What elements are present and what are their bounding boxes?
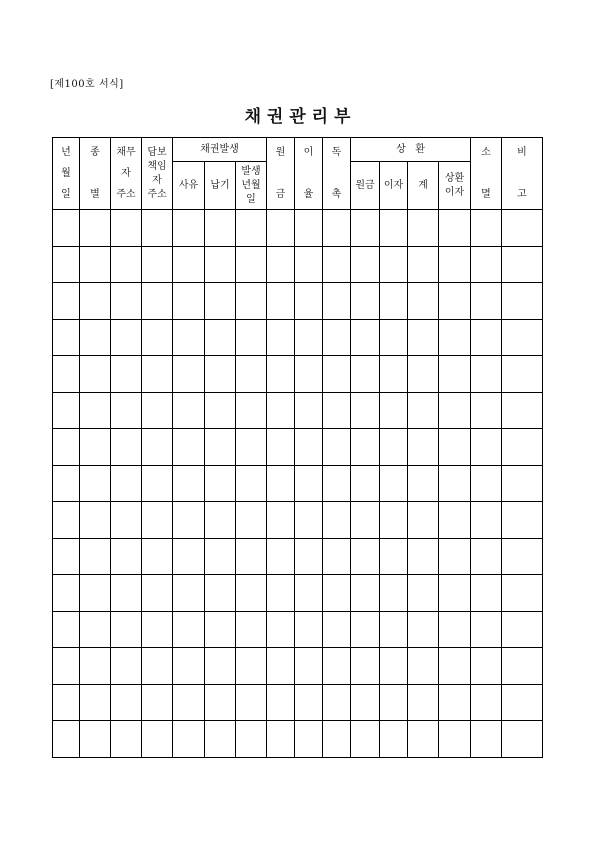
table-cell[interactable] [173, 611, 205, 648]
table-row [53, 721, 543, 758]
table-cell[interactable] [502, 684, 543, 721]
table-cell[interactable] [111, 611, 142, 648]
table-cell[interactable] [295, 210, 323, 247]
table-cell[interactable] [80, 538, 111, 575]
table-cell[interactable] [267, 246, 295, 283]
table-cell[interactable] [53, 319, 80, 356]
table-row [53, 648, 543, 685]
table-cell[interactable] [80, 465, 111, 502]
table-cell[interactable] [380, 210, 408, 247]
table-cell[interactable] [408, 392, 439, 429]
table-cell[interactable] [502, 648, 543, 685]
table-cell[interactable] [295, 611, 323, 648]
table-cell[interactable] [80, 611, 111, 648]
table-cell[interactable] [173, 319, 205, 356]
table-cell[interactable] [439, 210, 471, 247]
table-cell[interactable] [142, 246, 173, 283]
table-cell[interactable] [323, 684, 351, 721]
table-row [53, 502, 543, 539]
table-cell[interactable] [236, 210, 267, 247]
table-cell[interactable] [267, 538, 295, 575]
table-cell[interactable] [111, 648, 142, 685]
table-cell[interactable] [173, 721, 205, 758]
table-cell[interactable] [323, 648, 351, 685]
table-cell[interactable] [502, 283, 543, 320]
table-cell[interactable] [439, 502, 471, 539]
table-cell[interactable] [205, 465, 236, 502]
header-repay-interest-paid: 상환 이자 [439, 162, 471, 210]
header-claim-occurrence: 채권발생 [173, 138, 267, 162]
table-cell[interactable] [295, 429, 323, 466]
ledger-body [53, 210, 543, 758]
table-cell[interactable] [80, 392, 111, 429]
table-cell[interactable] [53, 648, 80, 685]
table-cell[interactable] [111, 538, 142, 575]
table-cell[interactable] [53, 210, 80, 247]
table-cell[interactable] [471, 429, 502, 466]
table-cell[interactable] [471, 611, 502, 648]
table-cell[interactable] [408, 684, 439, 721]
table-cell[interactable] [323, 392, 351, 429]
table-cell[interactable] [205, 538, 236, 575]
ledger-table [52, 137, 543, 758]
table-cell[interactable] [173, 502, 205, 539]
table-cell[interactable] [267, 465, 295, 502]
table-cell[interactable] [471, 684, 502, 721]
table-cell[interactable] [111, 319, 142, 356]
header-repay-total: 계 [408, 162, 439, 210]
table-cell[interactable] [80, 429, 111, 466]
table-cell[interactable] [267, 392, 295, 429]
table-cell[interactable] [471, 319, 502, 356]
table-cell[interactable] [408, 210, 439, 247]
table-cell[interactable] [142, 319, 173, 356]
table-cell[interactable] [439, 684, 471, 721]
table-cell[interactable] [502, 721, 543, 758]
table-cell[interactable] [351, 392, 380, 429]
table-cell[interactable] [236, 429, 267, 466]
table-cell[interactable] [380, 246, 408, 283]
table-cell[interactable] [439, 575, 471, 612]
table-cell[interactable] [351, 319, 380, 356]
table-cell[interactable] [351, 648, 380, 685]
table-cell[interactable] [408, 611, 439, 648]
table-cell[interactable] [471, 502, 502, 539]
table-cell[interactable] [380, 721, 408, 758]
table-cell[interactable] [53, 429, 80, 466]
table-cell[interactable] [173, 429, 205, 466]
table-cell[interactable] [471, 648, 502, 685]
table-cell[interactable] [471, 392, 502, 429]
table-cell[interactable] [351, 283, 380, 320]
table-cell[interactable] [295, 356, 323, 393]
table-cell[interactable] [408, 721, 439, 758]
table-cell[interactable] [173, 210, 205, 247]
table-cell[interactable] [408, 502, 439, 539]
table-cell[interactable] [111, 246, 142, 283]
table-cell[interactable] [142, 648, 173, 685]
table-cell[interactable] [351, 684, 380, 721]
table-cell[interactable] [80, 648, 111, 685]
table-cell[interactable] [351, 210, 380, 247]
form-number: [제100호 서식] [50, 79, 124, 90]
table-cell[interactable] [295, 246, 323, 283]
table-cell[interactable] [295, 465, 323, 502]
table-cell[interactable] [380, 319, 408, 356]
table-cell[interactable] [380, 611, 408, 648]
table-cell[interactable] [380, 648, 408, 685]
table-row [53, 429, 543, 466]
table-cell[interactable] [439, 721, 471, 758]
table-cell[interactable] [471, 356, 502, 393]
table-cell[interactable] [80, 502, 111, 539]
header-occurrence-date: 발생 년월 일 [236, 162, 267, 210]
table-cell[interactable] [111, 283, 142, 320]
table-cell[interactable] [53, 721, 80, 758]
table-row [53, 684, 543, 721]
table-cell[interactable] [142, 611, 173, 648]
table-cell[interactable] [408, 246, 439, 283]
table-row [53, 392, 543, 429]
table-cell[interactable] [439, 392, 471, 429]
table-cell[interactable] [111, 356, 142, 393]
table-cell[interactable] [267, 684, 295, 721]
table-cell[interactable] [236, 319, 267, 356]
table-cell[interactable] [236, 502, 267, 539]
table-cell[interactable] [236, 648, 267, 685]
table-cell[interactable] [111, 502, 142, 539]
table-cell[interactable] [111, 429, 142, 466]
table-cell[interactable] [205, 648, 236, 685]
table-cell[interactable] [53, 356, 80, 393]
table-row [53, 575, 543, 612]
header-extinction: 소 멸 [471, 138, 502, 210]
table-cell[interactable] [205, 502, 236, 539]
table-cell[interactable] [53, 684, 80, 721]
table-cell[interactable] [205, 210, 236, 247]
table-cell[interactable] [267, 611, 295, 648]
table-row [53, 210, 543, 247]
header-reason: 사유 [173, 162, 205, 210]
header-repay-interest: 이자 [380, 162, 408, 210]
table-cell[interactable] [380, 429, 408, 466]
table-cell[interactable] [267, 575, 295, 612]
table-cell[interactable] [267, 356, 295, 393]
table-cell[interactable] [439, 429, 471, 466]
table-cell[interactable] [502, 538, 543, 575]
table-cell[interactable] [380, 502, 408, 539]
table-cell[interactable] [173, 538, 205, 575]
table-cell[interactable] [111, 575, 142, 612]
table-cell[interactable] [236, 246, 267, 283]
header-guarantor-address: 담보 책임 자 주소 [142, 138, 173, 210]
table-cell[interactable] [205, 684, 236, 721]
table-cell[interactable] [295, 392, 323, 429]
table-cell[interactable] [323, 210, 351, 247]
table-cell[interactable] [380, 465, 408, 502]
table-cell[interactable] [142, 210, 173, 247]
table-cell[interactable] [205, 356, 236, 393]
table-cell[interactable] [323, 538, 351, 575]
table-cell[interactable] [323, 246, 351, 283]
table-cell[interactable] [236, 575, 267, 612]
table-cell[interactable] [439, 611, 471, 648]
table-row [53, 319, 543, 356]
table-cell[interactable] [142, 502, 173, 539]
table-cell[interactable] [351, 721, 380, 758]
table-cell[interactable] [471, 246, 502, 283]
table-cell[interactable] [502, 502, 543, 539]
table-cell[interactable] [439, 538, 471, 575]
table-cell[interactable] [142, 538, 173, 575]
table-cell[interactable] [323, 611, 351, 648]
table-cell[interactable] [502, 575, 543, 612]
table-cell[interactable] [236, 684, 267, 721]
table-cell[interactable] [439, 319, 471, 356]
table-cell[interactable] [439, 465, 471, 502]
header-remarks: 비 고 [502, 138, 543, 210]
table-cell[interactable] [205, 429, 236, 466]
table-cell[interactable] [205, 246, 236, 283]
table-cell[interactable] [380, 283, 408, 320]
table-cell[interactable] [471, 721, 502, 758]
header-debtor-address: 채무 자 주소 [111, 138, 142, 210]
table-cell[interactable] [236, 611, 267, 648]
table-cell[interactable] [351, 502, 380, 539]
table-cell[interactable] [380, 392, 408, 429]
table-cell[interactable] [142, 429, 173, 466]
table-cell[interactable] [173, 684, 205, 721]
table-cell[interactable] [80, 721, 111, 758]
table-cell[interactable] [295, 283, 323, 320]
table-cell[interactable] [323, 356, 351, 393]
table-cell[interactable] [53, 392, 80, 429]
table-cell[interactable] [439, 283, 471, 320]
table-cell[interactable] [502, 465, 543, 502]
table-cell[interactable] [323, 319, 351, 356]
table-cell[interactable] [380, 538, 408, 575]
table-cell[interactable] [205, 721, 236, 758]
table-cell[interactable] [53, 502, 80, 539]
table-cell[interactable] [111, 684, 142, 721]
table-cell[interactable] [267, 429, 295, 466]
table-cell[interactable] [53, 465, 80, 502]
header-demand: 독 촉 [323, 138, 351, 210]
table-cell[interactable] [351, 429, 380, 466]
table-row [53, 465, 543, 502]
table-cell[interactable] [205, 575, 236, 612]
table-row [53, 283, 543, 320]
table-cell[interactable] [80, 575, 111, 612]
table-cell[interactable] [380, 575, 408, 612]
table-cell[interactable] [502, 210, 543, 247]
table-cell[interactable] [471, 538, 502, 575]
table-cell[interactable] [408, 648, 439, 685]
table-cell[interactable] [173, 392, 205, 429]
table-cell[interactable] [236, 465, 267, 502]
table-cell[interactable] [173, 356, 205, 393]
table-cell[interactable] [351, 575, 380, 612]
table-cell[interactable] [323, 283, 351, 320]
table-cell[interactable] [111, 392, 142, 429]
table-cell[interactable] [295, 538, 323, 575]
table-cell[interactable] [471, 210, 502, 247]
table-cell[interactable] [408, 538, 439, 575]
table-cell[interactable] [80, 684, 111, 721]
table-cell[interactable] [173, 648, 205, 685]
table-cell[interactable] [502, 319, 543, 356]
table-cell[interactable] [351, 246, 380, 283]
table-cell[interactable] [142, 392, 173, 429]
table-cell[interactable] [142, 575, 173, 612]
header-type: 종 별 [80, 138, 111, 210]
table-cell[interactable] [502, 611, 543, 648]
table-cell[interactable] [80, 283, 111, 320]
table-cell[interactable] [351, 538, 380, 575]
table-cell[interactable] [80, 356, 111, 393]
table-cell[interactable] [205, 611, 236, 648]
table-cell[interactable] [142, 283, 173, 320]
table-cell[interactable] [80, 319, 111, 356]
table-cell[interactable] [323, 502, 351, 539]
table-cell[interactable] [236, 356, 267, 393]
header-date: 년 월 일 [53, 138, 80, 210]
table-cell[interactable] [236, 283, 267, 320]
table-cell[interactable] [267, 319, 295, 356]
table-cell[interactable] [142, 356, 173, 393]
table-cell[interactable] [205, 319, 236, 356]
table-cell[interactable] [323, 575, 351, 612]
table-cell[interactable] [408, 575, 439, 612]
table-cell[interactable] [236, 721, 267, 758]
header-repayment: 상 환 [351, 138, 471, 162]
table-cell[interactable] [80, 246, 111, 283]
table-cell[interactable] [502, 246, 543, 283]
table-cell[interactable] [351, 465, 380, 502]
table-cell[interactable] [111, 210, 142, 247]
table-cell[interactable] [295, 721, 323, 758]
table-cell[interactable] [236, 538, 267, 575]
table-cell[interactable] [53, 538, 80, 575]
table-cell[interactable] [380, 356, 408, 393]
table-cell[interactable] [295, 502, 323, 539]
table-cell[interactable] [53, 575, 80, 612]
table-cell[interactable] [323, 721, 351, 758]
header-principal: 원 금 [267, 138, 295, 210]
table-cell[interactable] [267, 721, 295, 758]
header-due-date: 납기 [205, 162, 236, 210]
table-cell[interactable] [267, 502, 295, 539]
table-cell[interactable] [408, 283, 439, 320]
table-cell[interactable] [471, 283, 502, 320]
table-cell[interactable] [111, 721, 142, 758]
table-cell[interactable] [142, 721, 173, 758]
table-cell[interactable] [408, 429, 439, 466]
table-cell[interactable] [142, 465, 173, 502]
table-cell[interactable] [502, 429, 543, 466]
table-cell[interactable] [53, 283, 80, 320]
table-cell[interactable] [267, 283, 295, 320]
table-cell[interactable] [173, 575, 205, 612]
table-cell[interactable] [380, 684, 408, 721]
header-repay-principal: 원금 [351, 162, 380, 210]
table-cell[interactable] [267, 648, 295, 685]
table-cell[interactable] [173, 283, 205, 320]
table-cell[interactable] [173, 465, 205, 502]
table-cell[interactable] [408, 356, 439, 393]
table-cell[interactable] [295, 575, 323, 612]
table-cell[interactable] [323, 465, 351, 502]
table-cell[interactable] [53, 246, 80, 283]
table-cell[interactable] [53, 611, 80, 648]
table-cell[interactable] [111, 465, 142, 502]
table-cell[interactable] [351, 611, 380, 648]
table-cell[interactable] [295, 319, 323, 356]
table-cell[interactable] [267, 210, 295, 247]
table-cell[interactable] [173, 246, 205, 283]
table-row [53, 246, 543, 283]
table-row [53, 611, 543, 648]
header-interest-rate: 이 율 [295, 138, 323, 210]
page-title: 채 권 관 리 부 [244, 107, 351, 127]
table-cell[interactable] [471, 575, 502, 612]
table-cell[interactable] [408, 319, 439, 356]
table-cell[interactable] [502, 356, 543, 393]
table-cell[interactable] [439, 356, 471, 393]
table-cell[interactable] [205, 392, 236, 429]
table-cell[interactable] [408, 465, 439, 502]
table-cell[interactable] [295, 684, 323, 721]
table-cell[interactable] [142, 684, 173, 721]
table-row [53, 356, 543, 393]
table-cell[interactable] [205, 283, 236, 320]
table-cell[interactable] [80, 210, 111, 247]
table-cell[interactable] [471, 465, 502, 502]
table-row [53, 538, 543, 575]
table-cell[interactable] [236, 392, 267, 429]
table-cell[interactable] [323, 429, 351, 466]
table-cell[interactable] [295, 648, 323, 685]
table-cell[interactable] [502, 392, 543, 429]
table-cell[interactable] [439, 648, 471, 685]
table-cell[interactable] [351, 356, 380, 393]
table-cell[interactable] [439, 246, 471, 283]
